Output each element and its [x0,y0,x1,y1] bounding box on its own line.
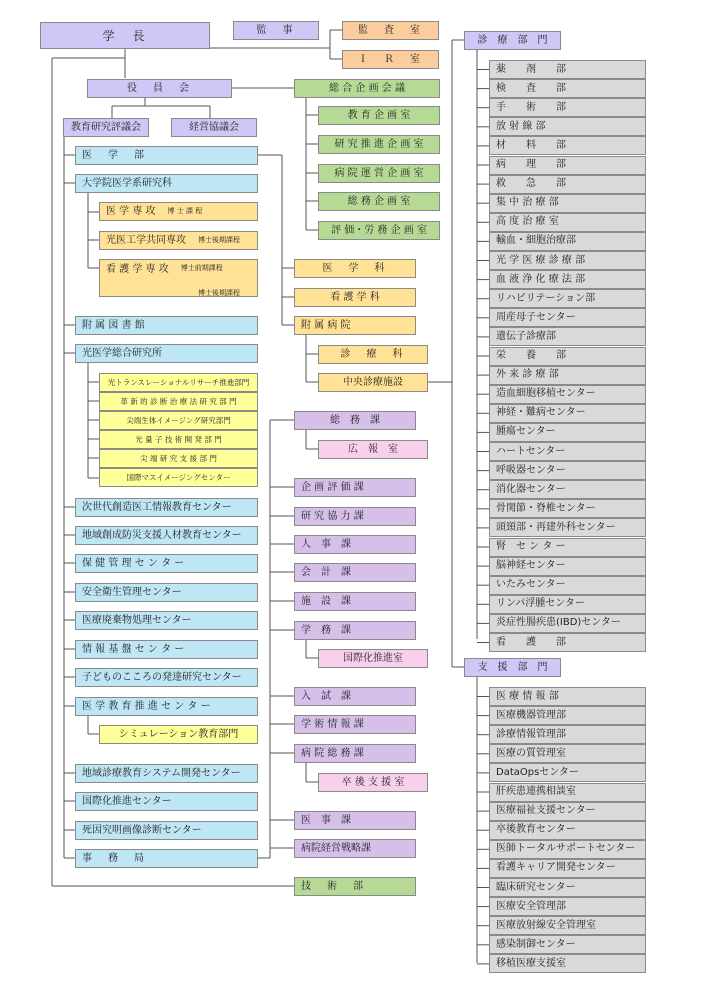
photonics-major-label: 光医工学共同専攻 [106,234,186,246]
education-council-box: 教育研究評議会 [63,118,149,137]
support-item-6: 肝疾患連携相談室 [489,783,646,802]
clinical-item-5: 材 料 部 [489,136,646,155]
photonics-major-box [99,231,258,250]
planning-office-3: 病 院 運 営 企 画 室 [318,164,440,183]
support-item-2: 医療機器管理部 [489,706,646,725]
clinical-item-6: 病 理 部 [489,156,646,175]
central-facility-box: 中央診療施設 [318,373,428,392]
clinical-item-25: 頭頸部・再建外科センター [489,518,646,537]
clinical-item-13: リハビリテーション部 [489,289,646,308]
clinical-item-19: 神経・難病センター [489,404,646,423]
center-2: 地域創成防災支援人材教育センター [75,526,258,545]
support-item-8: 卒後教育センター [489,821,646,840]
admin-division-4: 会 計 課 [294,563,416,582]
nursing-course-2: 博士後期課程 [198,289,240,297]
center-10: 国際化推進センター [75,792,258,811]
president-box: 学 長 [40,22,210,49]
clinical-item-16: 栄 養 部 [489,347,646,366]
medical-dept-box: 医 学 科 [294,259,416,278]
admin-division-6: 学 務 課 [294,621,416,640]
clinical-item-4: 放 射 線 部 [489,117,646,136]
center-6: 情 報 基 盤 セ ン タ ー [75,640,258,659]
clinical-item-15: 遺伝子診療部 [489,327,646,346]
audit-office-box: 監 査 室 [342,21,439,40]
clinical-item-29: リンパ浮腫センター [489,595,646,614]
planning-office-1: 教 育 企 画 室 [318,106,440,125]
support-item-11: 臨床研究センター [489,878,646,897]
clinical-depts-box: 診 療 科 [318,345,428,364]
support-item-13: 医療放射線安全管理室 [489,916,646,935]
clinical-item-9: 高 度 治 療 室 [489,213,646,232]
planning-office-4: 総 務 企 画 室 [318,192,440,211]
hospital-box: 附 属 病 院 [294,316,416,335]
clinical-item-17: 外 来 診 療 部 [489,366,646,385]
institute-unit-6: 国際マスイメージングセンター [99,468,258,487]
admin-division-2: 研 究 協 力 課 [294,507,416,526]
clinical-item-23: 消化器センター [489,480,646,499]
support-item-15: 移植医療支援室 [489,954,646,973]
ir-office-box: Ｉ Ｒ 室 [342,50,439,69]
support-item-10: 看護キャリア開発センター [489,859,646,878]
institute-unit-3: 尖端生体イメージング研究部門 [99,411,258,430]
postgraduate-office-box: 卒 後 支 援 室 [318,773,428,792]
nursing-course-1: 博士前期課程 [180,264,223,272]
medical-major-box [99,202,258,221]
nursing-dept-box: 看 護 学 科 [294,288,416,307]
institute-unit-5: 尖 端 研 究 支 援 部 門 [99,449,258,468]
center-5: 医療廃棄物処理センター [75,611,258,630]
clinical-item-24: 骨関節・脊椎センター [489,499,646,518]
support-item-5: DataOpsセンター [489,763,646,782]
center-9: 地域診療教育システム開発センター [75,764,258,783]
library-box: 附 属 図 書 館 [75,316,258,335]
center-3: 保 健 管 理 セ ン タ ー [75,554,258,573]
clinical-item-27: 脳神経センター [489,557,646,576]
clinical-item-10: 輸血・細胞治療部 [489,232,646,251]
support-item-9: 医師トータルサポートセンター [489,840,646,859]
center-11: 死因究明画像診断センター [75,821,258,840]
support-item-7: 医療福祉支援センター [489,802,646,821]
clinical-item-14: 周産母子センター [489,308,646,327]
medical-major-course: 博 士 課 程 [167,207,203,215]
general-affairs-box: 総 務 課 [294,411,416,430]
planning-office-5: 評 価・労 務 企 画 室 [318,221,440,240]
clinical-division-title: 診 療 部 門 [464,31,561,50]
medicine-faculty-box: 医 学 部 [75,146,258,165]
medical-major-label: 医 学 専 攻 [106,205,156,217]
clinical-item-11: 光 学 医 療 診 療 部 [489,251,646,270]
clinical-item-8: 集 中 治 療 部 [489,194,646,213]
clinical-item-22: 呼吸器センター [489,461,646,480]
admin-division-10: 医 事 課 [294,811,416,830]
international-office-box: 国際化推進室 [318,649,428,668]
technical-dept-box: 技 術 部 [294,877,416,896]
support-item-3: 診療情報管理部 [489,725,646,744]
support-division-title: 支 援 部 門 [464,658,561,677]
admin-division-7: 入 試 課 [294,687,416,706]
secretariat-box: 事 務 局 [75,849,258,868]
planning-council-box: 総 合 企 画 会 議 [294,79,440,98]
photonics-major-course: 博士後期課程 [198,236,240,244]
nursing-major-label: 看 護 学 専 攻 [106,264,169,275]
clinical-item-26: 腎 セ ン タ ー [489,538,646,557]
support-item-12: 医療安全管理部 [489,897,646,916]
photonics-institute-box: 光医学総合研究所 [75,344,258,363]
admin-division-5: 施 設 課 [294,592,416,611]
clinical-item-28: いたみセンター [489,576,646,595]
simulation-unit-box: シミュレーション教育部門 [99,725,258,744]
clinical-item-2: 検 査 部 [489,79,646,98]
admin-division-11: 病院経営戦略課 [294,839,416,858]
planning-office-2: 研 究 推 進 企 画 室 [318,135,440,154]
admin-division-1: 企 画 評 価 課 [294,478,416,497]
support-item-14: 感染制御センター [489,935,646,954]
center-8: 医 学 教 育 推 進 セ ン タ ー [75,697,258,716]
institute-unit-2: 革 新 的 診 断 治 療 法 研 究 部 門 [99,392,258,411]
admin-division-9: 病 院 総 務 課 [294,744,416,763]
graduate-school-box: 大学院医学系研究科 [75,174,258,193]
admin-division-3: 人 事 課 [294,535,416,554]
institute-unit-1: 光トランスレーショナルリサーチ推進部門 [99,373,258,392]
clinical-item-21: ハートセンター [489,442,646,461]
clinical-item-7: 救 急 部 [489,175,646,194]
public-relations-box: 広 報 室 [318,440,428,459]
clinical-item-3: 手 術 部 [489,98,646,117]
support-item-4: 医療の質管理室 [489,744,646,763]
center-1: 次世代創造医工情報教育センター [75,498,258,517]
clinical-item-12: 血 液 浄 化 療 法 部 [489,270,646,289]
clinical-item-18: 造血細胞移植センター [489,385,646,404]
auditor-box: 監 事 [233,21,319,40]
management-council-box: 経営協議会 [171,118,257,137]
clinical-item-1: 薬 剤 部 [489,60,646,79]
clinical-item-31: 看 護 部 [489,633,646,652]
support-item-1: 医 療 情 報 部 [489,687,646,706]
clinical-item-20: 腫瘍センター [489,423,646,442]
center-7: 子どものこころの発達研究センター [75,668,258,687]
admin-division-8: 学 術 情 報 課 [294,715,416,734]
center-4: 安全衛生管理センター [75,583,258,602]
institute-unit-4: 光 量 子 技 術 開 発 部 門 [99,430,258,449]
board-box: 役 員 会 [87,79,232,98]
clinical-item-30: 炎症性腸疾患(IBD)センター [489,614,646,633]
